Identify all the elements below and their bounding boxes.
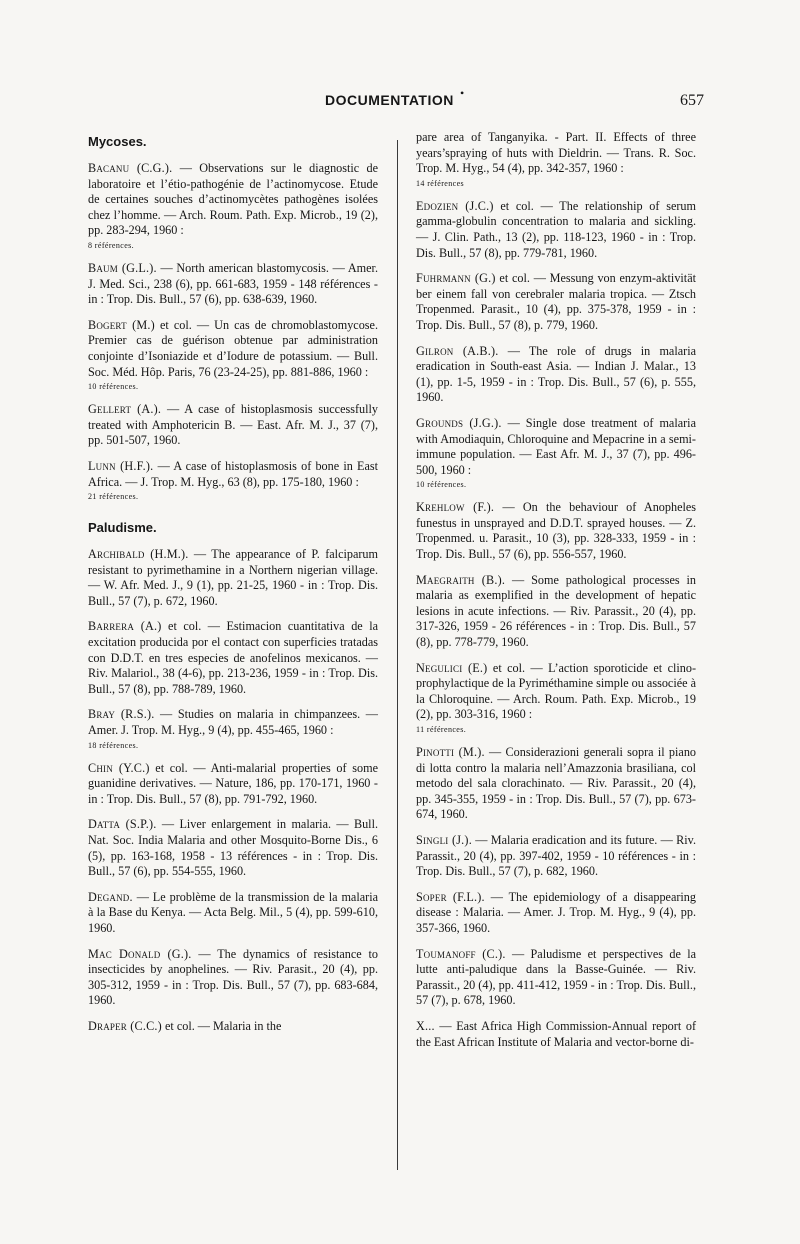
entry-author: Barrera (A.) — [88, 619, 162, 634]
entry-text: et col. — Estimacion cuantitativa de la excitation producida por el contact con superficies tratadas con D.D.T. en tres especies de anofelinos mexicanos. — Riv. Malariol., 38 (4-6), pp. 213-236, 1959 - in : Trop. Dis. Bull., 57 (8), pp. 788-789, 1960. — [88, 619, 379, 696]
entry-author: Fuhrmann (G.) — [416, 271, 496, 286]
section-heading: Mycoses. — [88, 134, 147, 149]
entry-author: Gilron (A.B.). — [416, 343, 499, 358]
entry-text: et col. — The relationship of serum gamma-globulin concentration to malaria and sickling. — J. Clin. Path., 13 (2), pp. 118-123, 1960 - in : Trop. Dis. Bull., 57 (8), pp. 779-781, 1960. — [416, 198, 697, 260]
bibliography-entry — [88, 318, 378, 392]
bibliography-entry — [88, 619, 378, 697]
entry-text: — A case of histoplasmosis successfully treated with Amphotericin B. — East. Afr. M. J., 37 (7), pp. 501-507, 1960. — [88, 402, 378, 448]
bibliography-entry — [88, 547, 378, 609]
bibliography-entry — [416, 271, 696, 333]
entry-author: Singli (J.). — [416, 832, 472, 847]
entry-author: Archibald (H.M.). — [88, 547, 189, 562]
left-column — [88, 130, 378, 1045]
bibliography-entry — [416, 344, 696, 406]
bibliography-entry — [416, 890, 696, 937]
entry-text: — East Africa High Commission-Annual report of the East African Institute of Malaria and vector-borne di- — [416, 1018, 697, 1049]
entry-references: 18 références. — [88, 740, 139, 750]
right-column — [416, 130, 696, 1060]
bibliography-entry — [88, 761, 378, 808]
bibliography-entry — [88, 817, 378, 879]
page-header — [0, 86, 800, 114]
entry-references: 10 références. — [88, 382, 139, 392]
entry-author: Draper (C.C.) — [88, 1018, 162, 1033]
entry-author: Chin (Y.C.) — [88, 760, 150, 775]
entry-text: — Studies on malaria in chimpanzees. — Amer. J. Trop. M. Hyg., 9 (4), pp. 455-465, 1960 : — [88, 707, 378, 738]
bibliography-entry — [88, 402, 378, 449]
entry-text: — Liver enlargement in malaria. — Bull. Nat. Soc. India Malaria and other Mosquito-Borne Dis., 6 (5), pp. 163-168, 1958 - 13 références - in : Trop. Dis. Bull., 57 (6), pp. 554-555, 1960. — [88, 817, 379, 879]
entry-author: Krehlow (F.). — [416, 500, 495, 515]
entry-text: — A case of histoplasmosis of bone in East Africa. — J. Trop. M. Hyg., 63 (8), pp. 175-180, 1960 : — [88, 458, 378, 489]
entry-author: X... — [416, 1018, 435, 1033]
entry-author: Toumanoff (C.). — [416, 946, 506, 961]
entry-text: et col. — L’action sporoticide et clino-prophylactique de la Pyriméthamine simple ou associée à la Chloroquine. — Arch. Roum. Path. Exp. Microb., 19 (2), pp. 303-316, 1960 : — [416, 660, 697, 722]
running-title: DOCUMENTATION — [325, 92, 454, 108]
printer-mark: • — [460, 86, 465, 100]
entry-text: — On the behaviour of Anopheles funestus in unsprayed and D.D.T. sprayed houses. — Z. Tropenmed. u. Parasit., 10 (3), pp. 328-333, 1959 - in : Trop. Dis. Bull., 57 (6), pp. 556-557, 1960. — [416, 500, 697, 562]
entry-author: Negulici (E.) — [416, 660, 488, 675]
entry-text: et col. — Messung von enzym-aktivität ber einem fall von cerebraler malaria tropica. — Ztsch Tropenmed. Parasit., 10 (4), pp. 375-378, 1959 - in : Trop. Dis. Bull., 57 (8), p. 779, 1960. — [416, 271, 696, 332]
entry-author: Grounds (J.G.). — [416, 415, 502, 430]
bibliography-entry — [88, 459, 378, 502]
entry-author: Datta (S.P.). — [88, 817, 157, 832]
entry-text: pare area of Tanganyika. - Part. II. Effects of three years’spraying of huts with Dieldrin. — Trans. R. Soc. Trop. M. Hyg., 54 (4), pp. 342-357, 1960 : — [416, 130, 696, 176]
entry-text: — Considerazioni generali sopra il piano di lotta contro la malaria nell’Amazzonia brasiliana, col metodo del sala clorachinato. — Riv. Parassit., 20 (4), pp. 345-355, 1959 - in : Trop. Dis. Bull., 57 (7), pp. 673-674, 1960. — [416, 745, 697, 822]
entry-text: — The appearance of P. falciparum resistant to pyrimethamine in a Northern nigerian village. — W. Afr. Med. J., 9 (1), pp. 21-25, 1960 - in : Trop. Dis. Bull., 57 (7), p. 672, 1960. — [88, 547, 379, 608]
bibliography-entry — [88, 890, 378, 937]
entry-author: Baum (G.L.). — [88, 260, 157, 275]
entry-author: Pinotti (M.). — [416, 745, 485, 759]
entry-references: 8 références. — [88, 240, 135, 250]
entry-text: — Paludisme et perspectives de la lutte anti-paludique dans la Basse-Guinée. — Riv. Parassit., 20 (4), pp. 411-412, 1959 - in : Trop. Dis. Bull., 57 (7), p. 678, 1960. — [416, 946, 696, 1008]
entry-references: 14 références — [416, 178, 465, 188]
bibliography-entry — [416, 661, 696, 735]
entry-text: — Le problème de la transmission de la malaria à la Base du Kenya. — Acta Belg. Mil., 5 (4), pp. 599-610, 1960. — [88, 889, 378, 935]
entry-author: Edozien (J.C.) — [416, 198, 494, 213]
entry-author: Bacanu (C.G.). — [88, 161, 173, 175]
entry-author: Soper (F.L.). — [416, 889, 485, 904]
entry-text: — Some pathological processes in malaria as exemplified in the development of hepatic lesions in acute infections. — Riv. Parassit., 20 (4), pp. 317-326, 1959 - 26 références - in : Trop. Dis. Bull., 57 (8), pp. 778-779, 1960. — [416, 572, 697, 650]
bibliography-entry — [88, 707, 378, 750]
bibliography-entry — [88, 161, 378, 251]
bibliography-entry — [416, 416, 696, 490]
bibliography-entry — [416, 833, 696, 880]
entry-text: — North american blastomycosis. — Amer. J. Med. Sci., 238 (6), pp. 661-683, 1959 - 148 références - in : Trop. Dis. Bull., 57 (6), pp. 638-639, 1960. — [88, 260, 378, 307]
section-heading: Paludisme. — [88, 520, 157, 536]
entry-author: Lunn (H.F.). — [88, 458, 154, 473]
entry-text: — The epidemiology of a disappearing disease : Malaria. — Amer. J. Trop. M. Hyg., 9 (4), pp. 357-366, 1960. — [416, 889, 696, 935]
entry-text: — Observations sur le diagnostic de laboratoire et l’étio-pathogénie de l’actinomycose. Etude de certaines souches d’actinomycètes pathogènes isolées chez l’homme. — Arch. Roum. Path. Exp. Microb., 19 (2), pp. 283-294, 1960 : — [88, 161, 378, 238]
entry-references: 11 références. — [416, 725, 467, 734]
entry-text: — Malaria eradication and its future. — Riv. Parassit., 20 (4), pp. 397-402, 1959 - 10 références - in : Trop. Dis. Bull., 57 (7), p. 682, 1960. — [416, 832, 697, 879]
entry-text: — The role of drugs in malaria eradication in South-east Asia. — Indian J. Malar., 13 (1), pp. 1-5, 1959 - in : Trop. Dis. Bull., 57 (6), p. 555, 1960. — [416, 343, 696, 405]
entry-text: et col. — Anti-malarial properties of some guanidine derivatives. — Nature, 186, pp. 170-171, 1960 - in : Trop. Dis. Bull., 57 (8), pp. 791-792, 1960. — [88, 760, 378, 806]
entry-author: Bogert (M.) — [88, 317, 155, 332]
entry-author: Gellert (A.). — [88, 402, 162, 417]
column-divider — [397, 140, 398, 1170]
entry-references: 21 références. — [88, 492, 139, 502]
bibliography-entry — [416, 573, 696, 651]
entry-author: Maegraith (B.). — [416, 572, 506, 587]
bibliography-entry — [88, 947, 378, 1009]
entry-text: — The dynamics of resistance to insecticides by anophelines. — Riv. Parasit., 20 (4), pp. 305-312, 1959 - in : Trop. Dis. Bull., 57 (7), pp. 683-684, 1960. — [88, 946, 378, 1008]
page-number: 657 — [680, 92, 704, 109]
entry-author: Degand. — [88, 889, 133, 904]
bibliography-entry — [416, 500, 696, 562]
entry-author: Bray (R.S.). — [88, 707, 155, 722]
entry-references: 10 références. — [416, 480, 467, 490]
bibliography-entry — [416, 1019, 696, 1050]
bibliography-entry — [88, 261, 378, 308]
bibliography-entry — [416, 947, 696, 1009]
bibliography-entry — [88, 1019, 378, 1035]
entry-text: — Single dose treatment of malaria with Amodiaquin, Chloroquine and Mepacrine in a semi-immune population. — East Afr. M. J., 37 (7), pp. 496-500, 1960 : — [416, 415, 696, 477]
entry-author: Mac Donald (G.). — [88, 946, 192, 961]
bibliography-entry — [416, 130, 696, 189]
entry-text: et col. — Un cas de chromoblastomycose. Premier cas de guérison obtenue par administration conjointe d’Isoniazide et d’Iodure de potassium. — Bull. Soc. Méd. Hôp. Paris, 76 (23-24-25), pp. 881-886, 1960 : — [88, 317, 378, 379]
entry-text: et col. — Malaria in the — [164, 1018, 282, 1033]
bibliography-entry — [416, 199, 696, 261]
bibliography-entry — [416, 745, 696, 823]
